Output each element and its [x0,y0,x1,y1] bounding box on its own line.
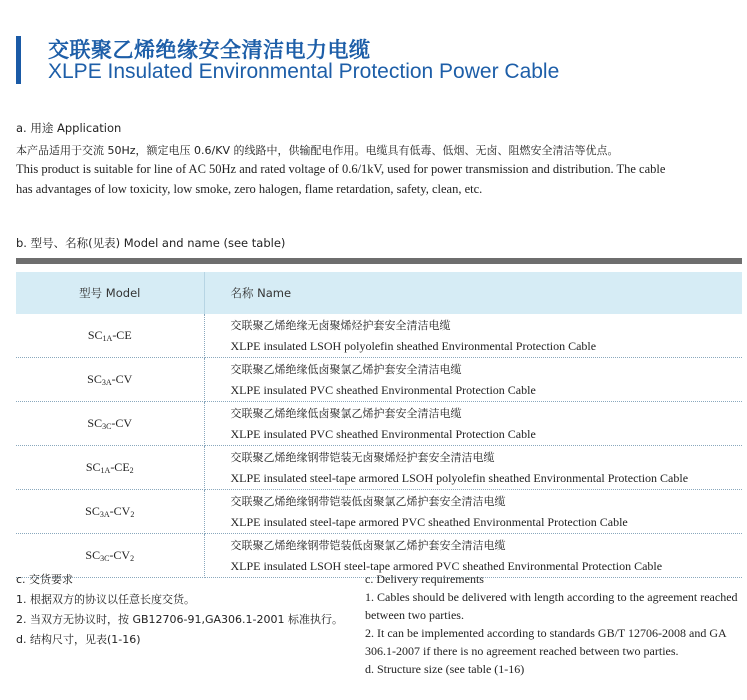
column-header-name: 名称 Name [204,272,742,314]
delivery-item2-en: 2. It can be implemented according to standards GB/T 12706-2008 and GA 306.1-2007 if there is no agreement reached between two parties. [365,626,727,658]
model-name-cn: 交联聚乙烯绝缘无卤聚烯烃护套安全清洁电缆 [230,318,451,332]
model-name-cn: 交联聚乙烯绝缘钢带铠装低卤聚氯乙烯护套安全清洁电缆 [230,494,506,508]
model-code-suffix: -CV [109,504,131,518]
model-name-en: XLPE insulated PVC sheathed Environmental Protection Cable [230,426,536,441]
table-row [16,402,742,446]
table-body [16,314,742,578]
model-code-suffix: -CE [112,328,132,342]
model-code-subscript: 3A [101,378,112,387]
model-code [16,446,204,490]
model-name [204,358,742,402]
model-code-prefix: SC [87,328,103,342]
model-name [204,446,742,490]
model-code-suffix: -CV [111,416,133,430]
table-row [16,314,742,358]
model-heading: b. 型号、名称(见表) Model and name (see table) [16,236,286,250]
model-code-prefix: SC [85,460,101,474]
model-name-en: XLPE insulated PVC sheathed Environmental Protection Cable [230,382,536,397]
table-row [16,490,742,534]
application-text-en-line1: This product is suitable for line of AC 50Hz and rated voltage of 0.6/1kV, used for power transmission and distribution. The cable [16,162,666,176]
table-row [16,446,742,490]
title-english: XLPE Insulated Environmental Protection Power Cable [48,60,560,83]
model-code-suffix: -CV [109,548,131,562]
delivery-heading-en: c. Delivery requirements [365,572,484,586]
model-code [16,358,204,402]
model-code-prefix: SC [87,416,103,430]
model-code-subscript: 3C [100,554,110,563]
model-code-subscript: 3C [102,422,112,431]
model-name-cn: 交联聚乙烯绝缘低卤聚氯乙烯护套安全清洁电缆 [230,362,462,376]
model-code-subscript-2: 2 [130,510,135,519]
model-code [16,402,204,446]
delivery-cn-column [16,570,346,650]
model-name-cn: 交联聚乙烯绝缘钢带铠装无卤聚烯烃护套安全清洁电缆 [230,450,495,464]
table-header-row [16,272,742,314]
model-code-prefix: SC [87,372,102,386]
delivery-en-column [365,570,743,678]
model-name-en: XLPE insulated LSOH steel-tape armored PVC sheathed Environmental Protection Cable [230,558,663,573]
structure-note-en: d. Structure size (see table (1-16) [365,662,525,676]
application-text-en-line2: has advantages of low toxicity, low smoke, zero halogen, flame retardation, safety, clean, etc. [16,182,483,196]
model-name [204,314,742,358]
model-code-subscript: 3A [99,510,110,519]
model-code-subscript: 1A [102,334,113,343]
model-code-subscript-2: 2 [129,466,134,475]
model-code-suffix: -CE [110,460,130,474]
delivery-item2-cn: 2. 当双方无协议时，按 GB12706-91,GA306.1-2001 标准执行。 [16,613,344,626]
model-name-cn: 交联聚乙烯绝缘低卤聚氯乙烯护套安全清洁电缆 [230,406,462,420]
application-heading: a. 用途 Application [16,121,122,135]
delivery-heading-cn: c. 交货要求 [16,573,74,586]
model-name [204,402,742,446]
model-name-en: XLPE insulated steel-tape armored PVC sheathed Environmental Protection Cable [230,514,628,529]
delivery-item1-cn: 1. 根据双方的协议以任意长度交货。 [16,593,195,606]
table-row [16,358,742,402]
model-code [16,314,204,358]
model-name [204,490,742,534]
structure-note-cn: d. 结构尺寸，见表(1-16) [16,633,141,646]
model-name-en: XLPE insulated LSOH polyolefin sheathed Environmental Protection Cable [230,338,597,353]
application-text-cn: 本产品适用于交流 50Hz，额定电压 0.6/KV 的线路中，供输配电作用。电缆具有低毒、低烟、无卤、阻燃安全清洁等优点。 [16,144,619,157]
model-code-subscript: 1A [100,466,111,475]
model-code [16,490,204,534]
title-chinese: 交联聚乙烯绝缘安全清洁电力电缆 [48,38,371,62]
model-code-subscript-2: 2 [130,554,135,563]
model-code-prefix: SC [85,548,101,562]
model-table [16,272,742,578]
title-accent-bar [16,36,21,84]
model-code-prefix: SC [85,504,100,518]
column-header-model: 型号 Model [16,272,204,314]
model-name-cn: 交联聚乙烯绝缘钢带铠装低卤聚氯乙烯护套安全清洁电缆 [230,538,506,552]
model-name-en: XLPE insulated steel-tape armored LSOH polyolefin sheathed Environmental Protection Cable [230,470,689,485]
delivery-item1-en: 1. Cables should be delivered with length according to the agreement reached between two parties. [365,590,738,622]
model-code-suffix: -CV [111,372,133,386]
table-top-divider [16,258,742,264]
